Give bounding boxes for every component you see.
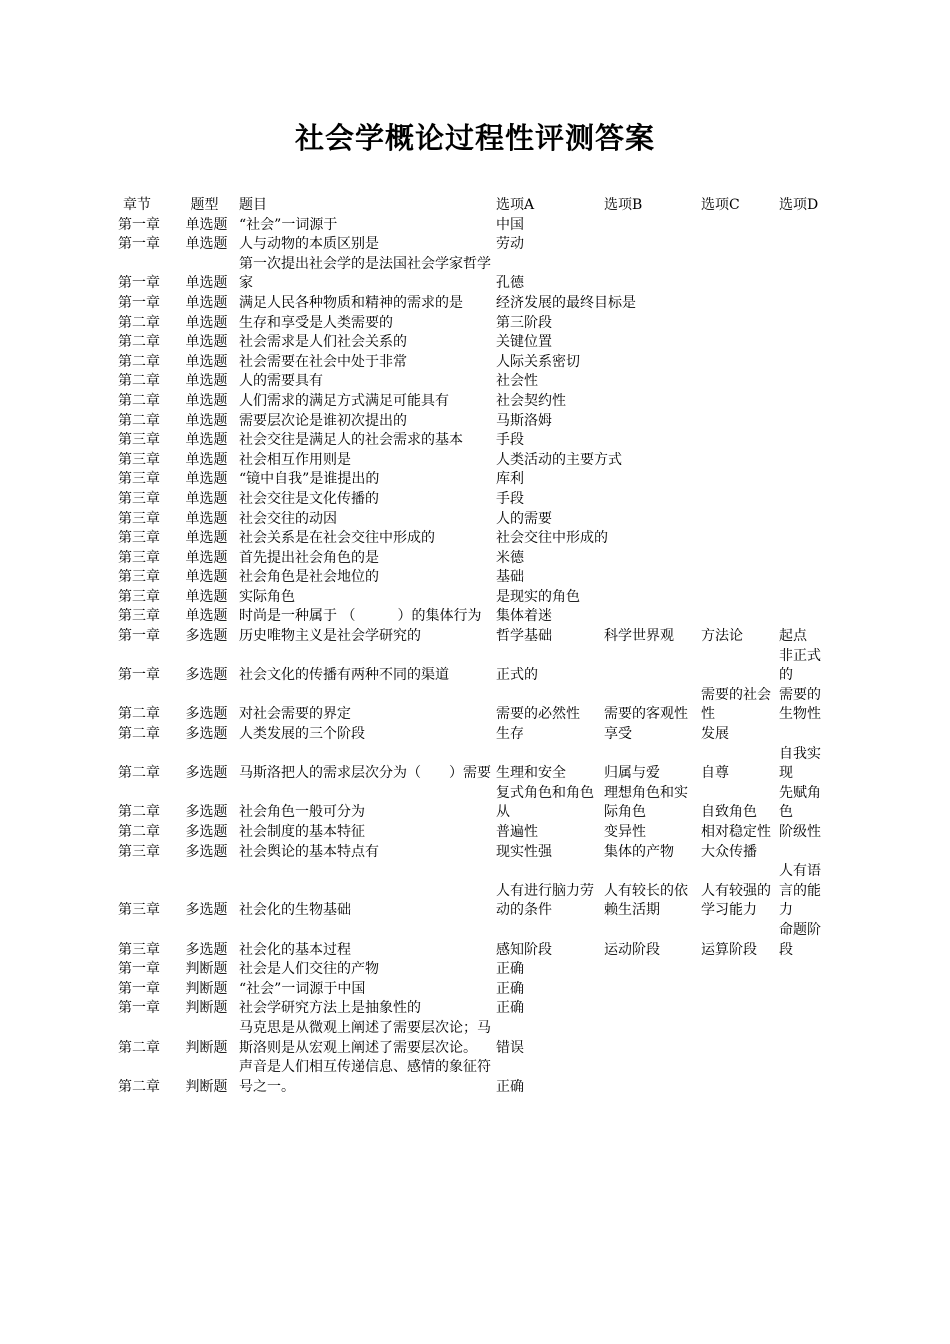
answer-cell: 经济发展的最终目标是 bbox=[496, 294, 636, 311]
chapter-cell: 第二章 bbox=[118, 1039, 160, 1056]
table-row bbox=[100, 627, 832, 647]
type-cell: 单选题 bbox=[185, 530, 228, 547]
type-cell: 多选题 bbox=[185, 706, 228, 723]
question-cell: 社会角色是社会地位的 bbox=[239, 569, 379, 586]
option-d-cell bbox=[775, 588, 832, 608]
option-a-cell: 现实性强 bbox=[496, 843, 552, 860]
table-row bbox=[100, 1019, 832, 1058]
option-d-cell bbox=[775, 412, 832, 432]
type-cell: 多选题 bbox=[185, 824, 228, 840]
type-cell: 单选题 bbox=[185, 294, 228, 311]
table-row bbox=[100, 999, 832, 1019]
type-cell: 单选题 bbox=[185, 353, 228, 370]
answer-cell: 集体着迷 bbox=[496, 608, 552, 625]
option-d-cell: 人有语言的能力 bbox=[779, 863, 821, 919]
option-d-cell bbox=[775, 1019, 832, 1058]
chapter-cell: 第一章 bbox=[118, 1000, 160, 1017]
option-d-cell: 先赋角色 bbox=[779, 784, 821, 821]
header-question: 题目 bbox=[239, 197, 267, 213]
table-row bbox=[100, 392, 832, 412]
option-d-cell: 非正式的 bbox=[779, 647, 821, 684]
question-cell: 人与动物的本质区别是 bbox=[239, 236, 379, 253]
type-cell: 单选题 bbox=[185, 490, 228, 507]
option-a-cell: 复式角色和角色从 bbox=[496, 784, 594, 821]
table-row bbox=[100, 451, 832, 471]
question-cell: 历史唯物主义是社会学研究的 bbox=[239, 628, 421, 645]
option-d-cell: 阶级性 bbox=[779, 824, 821, 840]
option-d-cell bbox=[775, 1058, 832, 1097]
option-d-cell bbox=[775, 255, 832, 294]
option-d-cell bbox=[775, 999, 832, 1019]
table-row bbox=[100, 333, 832, 353]
option-b-cell: 理想角色和实际角色 bbox=[604, 784, 688, 821]
option-d-cell bbox=[775, 314, 832, 334]
chapter-cell: 第三章 bbox=[118, 471, 160, 488]
type-cell: 单选题 bbox=[185, 373, 228, 390]
table-row bbox=[100, 549, 832, 569]
option-a-cell: 生理和安全 bbox=[496, 765, 566, 782]
type-cell: 单选题 bbox=[185, 471, 228, 488]
question-cell: 社会学研究方法上是抽象性的 bbox=[239, 1000, 421, 1017]
question-cell: 对社会需要的界定 bbox=[239, 706, 351, 723]
answer-table bbox=[100, 196, 832, 1097]
option-b-cell: 归属与爱 bbox=[604, 765, 660, 782]
option-d-cell bbox=[775, 353, 832, 373]
type-cell: 单选题 bbox=[185, 510, 228, 527]
option-d-cell bbox=[775, 294, 832, 314]
question-cell: “镜中自我”是谁提出的 bbox=[239, 471, 380, 488]
table-row bbox=[100, 353, 832, 373]
chapter-cell: 第三章 bbox=[118, 490, 160, 507]
type-cell: 判断题 bbox=[185, 1000, 228, 1017]
chapter-cell: 第一章 bbox=[118, 628, 160, 645]
option-b-cell: 运动阶段 bbox=[604, 941, 660, 958]
question-cell: 社会关系是在社会交往中形成的 bbox=[239, 530, 435, 547]
option-d-cell bbox=[775, 549, 832, 569]
option-a-cell: 感知阶段 bbox=[496, 941, 552, 958]
answer-cell: 社会契约性 bbox=[496, 392, 566, 409]
option-a-cell: 生存 bbox=[496, 726, 524, 743]
option-b-cell: 集体的产物 bbox=[604, 843, 674, 860]
type-cell: 单选题 bbox=[185, 314, 228, 331]
question-cell: 社会相互作用则是 bbox=[239, 451, 351, 468]
type-cell: 单选题 bbox=[185, 608, 228, 625]
question-cell: 生存和享受是人类需要的 bbox=[239, 314, 393, 331]
option-c-cell: 运算阶段 bbox=[701, 941, 757, 958]
type-cell: 单选题 bbox=[185, 216, 228, 233]
type-cell: 多选题 bbox=[185, 902, 228, 919]
table-row bbox=[100, 745, 832, 784]
answer-cell: 正确 bbox=[496, 1000, 524, 1017]
header-type: 题型 bbox=[190, 197, 219, 213]
table-row bbox=[100, 431, 832, 451]
option-d-cell bbox=[775, 372, 832, 392]
option-d-cell bbox=[775, 392, 832, 412]
chapter-cell: 第一章 bbox=[118, 667, 160, 684]
option-d-cell bbox=[775, 607, 832, 627]
table-row bbox=[100, 255, 832, 294]
option-d-cell: 自我实现 bbox=[779, 745, 821, 782]
question-cell: 社会交往的动因 bbox=[239, 510, 337, 527]
question-cell: 社会角色一般可分为 bbox=[239, 804, 365, 821]
question-cell: 时尚是一种属于 （ ）的集体行为 bbox=[239, 608, 482, 625]
type-cell: 单选题 bbox=[185, 549, 228, 566]
chapter-cell: 第三章 bbox=[118, 941, 160, 958]
header-chapter: 章节 bbox=[123, 197, 151, 213]
chapter-cell: 第三章 bbox=[118, 510, 160, 527]
type-cell: 多选题 bbox=[185, 765, 228, 782]
question-cell: “社会”一词源于中国 bbox=[239, 980, 366, 997]
table-row bbox=[100, 647, 832, 686]
answer-cell: 是现实的角色 bbox=[496, 588, 580, 605]
option-b-cell bbox=[600, 647, 697, 686]
option-d-cell bbox=[775, 960, 832, 980]
header-option-b: 选项B bbox=[604, 197, 643, 213]
table-row bbox=[100, 294, 832, 314]
chapter-cell: 第二章 bbox=[118, 726, 160, 743]
option-c-cell: 发展 bbox=[701, 726, 729, 743]
question-cell: 社会交往是文化传播的 bbox=[239, 490, 379, 507]
answer-cell: 正确 bbox=[496, 1078, 524, 1095]
chapter-cell: 第二章 bbox=[118, 392, 160, 409]
table-row bbox=[100, 960, 832, 980]
table-row bbox=[100, 568, 832, 588]
option-d-cell bbox=[775, 843, 832, 863]
question-cell: 社会需求是人们社会关系的 bbox=[239, 334, 407, 351]
answer-cell: 手段 bbox=[496, 432, 524, 449]
type-cell: 判断题 bbox=[185, 961, 228, 978]
option-d-cell: 起点 bbox=[779, 628, 807, 645]
chapter-cell: 第一章 bbox=[118, 294, 160, 311]
table-row bbox=[100, 470, 832, 490]
question-cell: 社会文化的传播有两种不同的渠道 bbox=[239, 667, 449, 684]
chapter-cell: 第一章 bbox=[118, 980, 160, 997]
table-row bbox=[100, 490, 832, 510]
table-row bbox=[100, 529, 832, 549]
option-a-cell: 哲学基础 bbox=[496, 628, 552, 645]
table-row bbox=[100, 980, 832, 1000]
type-cell: 多选题 bbox=[185, 628, 228, 645]
type-cell: 单选题 bbox=[185, 275, 228, 292]
answer-cell: 库利 bbox=[496, 471, 524, 488]
table-row bbox=[100, 412, 832, 432]
answer-cell: 孔德 bbox=[496, 275, 524, 292]
answer-cell: 第三阶段 bbox=[496, 314, 552, 331]
table-row bbox=[100, 314, 832, 334]
chapter-cell: 第三章 bbox=[118, 530, 160, 547]
header-row bbox=[100, 196, 832, 216]
option-c-cell: 人有较强的学习能力 bbox=[701, 882, 771, 919]
answer-cell: 手段 bbox=[496, 490, 524, 507]
chapter-cell: 第三章 bbox=[118, 569, 160, 586]
option-b-cell: 享受 bbox=[604, 726, 632, 743]
option-d-cell bbox=[775, 451, 832, 471]
answer-cell: 正确 bbox=[496, 980, 524, 997]
table-row bbox=[100, 510, 832, 530]
question-cell: 第一次提出社会学的是法国社会学家哲学家 bbox=[239, 255, 491, 292]
answer-cell: 社会交往中形成的 bbox=[496, 530, 608, 547]
type-cell: 单选题 bbox=[185, 451, 228, 468]
table-row bbox=[100, 921, 832, 960]
question-cell: 人类发展的三个阶段 bbox=[239, 726, 365, 743]
question-cell: 社会制度的基本特征 bbox=[239, 824, 365, 840]
question-cell: “社会”一词源于 bbox=[239, 216, 338, 233]
answer-cell: 人的需要 bbox=[496, 510, 552, 527]
chapter-cell: 第二章 bbox=[118, 353, 160, 370]
table-row bbox=[100, 784, 832, 823]
answer-cell: 关键位置 bbox=[496, 334, 552, 351]
option-c-cell: 需要的社会性 bbox=[701, 686, 771, 723]
type-cell: 判断题 bbox=[185, 1078, 228, 1095]
answer-cell: 人类活动的主要方式 bbox=[496, 451, 622, 468]
option-d-cell bbox=[775, 470, 832, 490]
question-cell: 社会化的基本过程 bbox=[239, 941, 351, 958]
type-cell: 判断题 bbox=[185, 980, 228, 997]
table-row bbox=[100, 843, 832, 863]
chapter-cell: 第三章 bbox=[118, 432, 160, 449]
type-cell: 多选题 bbox=[185, 941, 228, 958]
chapter-cell: 第二章 bbox=[118, 334, 160, 351]
answer-cell: 马斯洛姆 bbox=[496, 412, 552, 429]
option-b-cell: 科学世界观 bbox=[604, 628, 674, 645]
question-cell: 社会是人们交往的产物 bbox=[239, 961, 379, 978]
chapter-cell: 第一章 bbox=[118, 961, 160, 978]
option-b-cell: 需要的客观性 bbox=[604, 706, 688, 723]
header-option-d: 选项D bbox=[779, 197, 819, 213]
question-cell: 声音是人们相互传递信息、感情的象征符号之一。 bbox=[239, 1059, 491, 1095]
chapter-cell: 第一章 bbox=[118, 236, 160, 253]
option-d-cell bbox=[775, 333, 832, 353]
option-d-cell bbox=[775, 431, 832, 451]
table-row bbox=[100, 588, 832, 608]
table-row bbox=[100, 607, 832, 627]
question-cell: 实际角色 bbox=[239, 588, 295, 605]
option-d-cell bbox=[775, 490, 832, 510]
type-cell: 多选题 bbox=[185, 804, 228, 821]
chapter-cell: 第二章 bbox=[118, 706, 160, 723]
type-cell: 单选题 bbox=[185, 392, 228, 409]
table-row bbox=[100, 216, 832, 236]
type-cell: 单选题 bbox=[185, 569, 228, 586]
chapter-cell: 第三章 bbox=[118, 451, 160, 468]
option-d-cell bbox=[775, 568, 832, 588]
option-c-cell: 自致角色 bbox=[701, 804, 757, 821]
type-cell: 单选题 bbox=[185, 412, 228, 429]
type-cell: 多选题 bbox=[185, 667, 228, 684]
chapter-cell: 第三章 bbox=[118, 588, 160, 605]
chapter-cell: 第三章 bbox=[118, 843, 160, 860]
option-b-cell: 变异性 bbox=[604, 824, 646, 840]
chapter-cell: 第三章 bbox=[118, 902, 160, 919]
type-cell: 单选题 bbox=[185, 588, 228, 605]
question-cell: 马斯洛把人的需求层次分为（ ）需要 bbox=[239, 765, 491, 782]
table-row bbox=[100, 1058, 832, 1097]
option-a-cell: 普遍性 bbox=[496, 824, 538, 840]
option-d-cell: 命题阶段 bbox=[779, 921, 821, 958]
table-row bbox=[100, 823, 832, 843]
option-c-cell: 自尊 bbox=[701, 765, 729, 782]
option-a-cell: 需要的必然性 bbox=[496, 706, 580, 723]
question-cell: 需要层次论是谁初次提出的 bbox=[239, 412, 407, 429]
header-option-a: 选项A bbox=[496, 197, 535, 213]
answer-cell: 社会性 bbox=[496, 373, 538, 390]
question-cell: 社会需要在社会中处于非常 bbox=[239, 353, 407, 370]
type-cell: 多选题 bbox=[185, 726, 228, 743]
chapter-cell: 第二章 bbox=[118, 765, 160, 782]
chapter-cell: 第二章 bbox=[118, 412, 160, 429]
header-option-c: 选项C bbox=[701, 197, 740, 213]
chapter-cell: 第二章 bbox=[118, 1078, 160, 1095]
table-row bbox=[100, 235, 832, 255]
table-row bbox=[100, 686, 832, 725]
answer-cell: 错误 bbox=[496, 1039, 524, 1056]
option-d-cell bbox=[775, 216, 832, 236]
chapter-cell: 第二章 bbox=[118, 804, 160, 821]
question-cell: 社会舆论的基本特点有 bbox=[239, 843, 379, 860]
question-cell: 马克思是从微观上阐述了需要层次论；马斯洛则是从宏观上阐述了需要层次论。 bbox=[239, 1019, 491, 1056]
type-cell: 单选题 bbox=[185, 334, 228, 351]
chapter-cell: 第二章 bbox=[118, 314, 160, 331]
option-d-cell: 需要的生物性 bbox=[779, 686, 821, 723]
chapter-cell: 第二章 bbox=[118, 824, 160, 840]
option-c-cell bbox=[697, 647, 775, 686]
type-cell: 多选题 bbox=[185, 843, 228, 860]
option-c-cell: 相对稳定性 bbox=[701, 824, 771, 840]
chapter-cell: 第三章 bbox=[118, 549, 160, 566]
answer-cell: 中国 bbox=[496, 216, 524, 233]
question-cell: 社会化的生物基础 bbox=[239, 902, 351, 919]
question-cell: 满足人民各种物质和精神的需求的是 bbox=[239, 294, 463, 311]
option-d-cell bbox=[775, 235, 832, 255]
option-d-cell bbox=[775, 725, 832, 745]
answer-cell: 基础 bbox=[496, 569, 524, 586]
option-c-cell: 方法论 bbox=[701, 628, 743, 645]
chapter-cell: 第一章 bbox=[118, 275, 160, 292]
type-cell: 单选题 bbox=[185, 432, 228, 449]
answer-cell: 劳动 bbox=[496, 236, 524, 253]
answer-cell: 人际关系密切 bbox=[496, 353, 580, 370]
page-title: 社会学概论过程性评测答案 bbox=[294, 121, 655, 155]
type-cell: 单选题 bbox=[185, 236, 228, 253]
question-cell: 人的需要具有 bbox=[239, 373, 323, 390]
question-cell: 人们需求的满足方式满足可能具有 bbox=[239, 392, 449, 409]
question-cell: 首先提出社会角色的是 bbox=[239, 549, 379, 566]
table-row bbox=[100, 725, 832, 745]
answer-cell: 米德 bbox=[496, 549, 524, 566]
option-d-cell bbox=[775, 529, 832, 549]
option-d-cell bbox=[775, 980, 832, 1000]
option-a-cell: 正式的 bbox=[496, 667, 538, 684]
table-row bbox=[100, 372, 832, 392]
table-body bbox=[100, 216, 832, 1098]
option-b-cell: 人有较长的依赖生活期 bbox=[604, 882, 688, 919]
chapter-cell: 第三章 bbox=[118, 608, 160, 625]
chapter-cell: 第一章 bbox=[118, 216, 160, 233]
option-c-cell: 大众传播 bbox=[701, 843, 757, 860]
chapter-cell: 第二章 bbox=[118, 373, 160, 390]
type-cell: 判断题 bbox=[185, 1039, 228, 1056]
table-row bbox=[100, 862, 832, 921]
answer-cell: 正确 bbox=[496, 961, 524, 978]
question-cell: 社会交往是满足人的社会需求的基本 bbox=[239, 432, 463, 449]
option-a-cell: 人有进行脑力劳动的条件 bbox=[496, 882, 594, 919]
option-d-cell bbox=[775, 510, 832, 530]
